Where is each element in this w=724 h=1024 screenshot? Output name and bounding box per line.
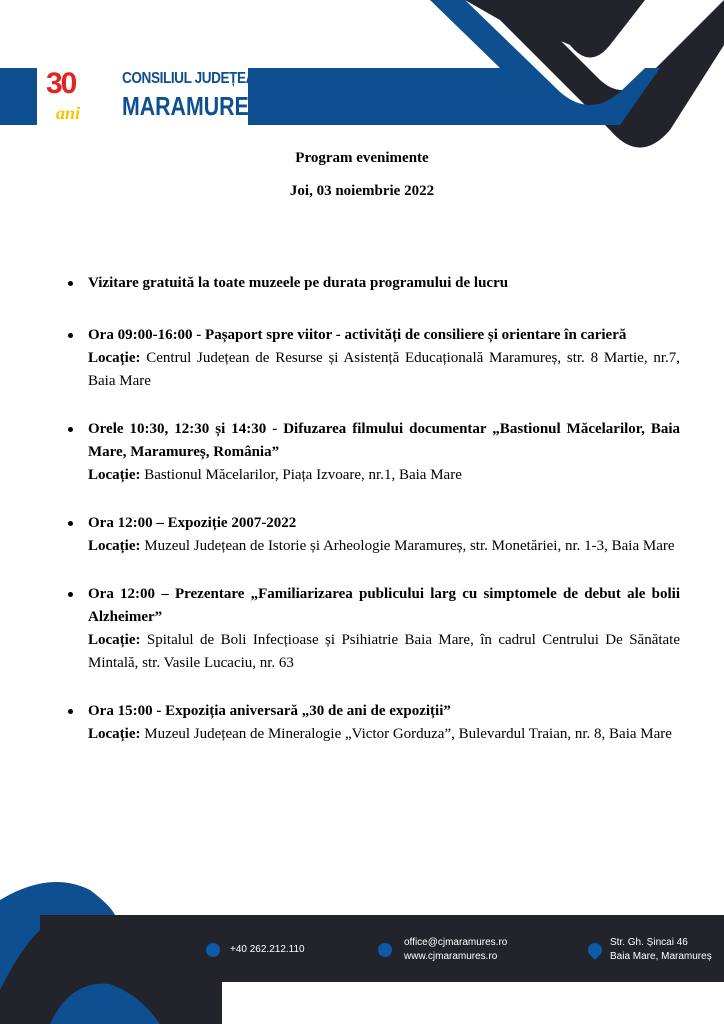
- location-text: Centrul Județean de Resurse și Asistență Educațională Maramureș, str. 8 Martie, nr.7, Baia Mare: [88, 350, 681, 389]
- event-heading: Ora 15:00 - Expoziția aniversară „30 de ani de expoziții”: [88, 703, 451, 719]
- logo-number: 30: [46, 67, 76, 100]
- logo-line-2: MARAMUREȘ: [122, 91, 263, 121]
- event-heading: Ora 12:00 – Expoziție 2007-2022: [88, 515, 297, 531]
- location-label: Locație:: [88, 538, 141, 554]
- event-location: [88, 723, 680, 746]
- location-label: Locație:: [88, 350, 141, 366]
- logo-word: ani: [56, 103, 81, 123]
- location-text: Muzeul Județean de Istorie și Arheologie Maramureș, str. Monetăriei, nr. 1-3, Baia Mare: [144, 538, 675, 554]
- location-label: Locație:: [88, 726, 141, 742]
- event-location: [88, 535, 680, 558]
- footer-bar: [40, 915, 724, 982]
- location-pin-icon: [585, 940, 605, 960]
- location-text: Muzeul Județean de Mineralogie „Victor Gorduza”, Bulevardul Traian, nr. 8, Baia Mare: [144, 726, 672, 742]
- event-item: [88, 324, 680, 393]
- event-item: [88, 583, 680, 675]
- event-list: [88, 272, 680, 771]
- page-date: Joi, 03 noiembrie 2022: [289, 183, 435, 199]
- event-heading: Vizitare gratuită la toate muzeele pe durata programului de lucru: [88, 275, 509, 291]
- event-location: [88, 629, 680, 675]
- phone-icon: [206, 943, 220, 957]
- event-item: [88, 512, 680, 558]
- event-location: [88, 464, 680, 487]
- event-heading: Ora 12:00 – Prezentare „Familiarizarea publicului larg cu simptomele de debut ale bolii Alzheimer”: [88, 586, 680, 625]
- footer-website[interactable]: www.cjmaramures.ro: [404, 951, 498, 962]
- event-item: [88, 700, 680, 746]
- footer-email[interactable]: office@cjmaramures.ro: [404, 937, 508, 948]
- logo: [42, 67, 265, 126]
- location-text: Spitalul de Boli Infecțioase și Psihiatrie Baia Mare, în cadrul Centrului De Sănătate Mintală, str. Vasile Lucaciu, nr. 63: [88, 632, 680, 671]
- footer-address-1: Str. Gh. Șincai 46: [610, 937, 688, 948]
- location-text: Bastionul Măcelarilor, Piața Izvoare, nr.1, Baia Mare: [144, 467, 462, 483]
- page-title: Program evenimente: [295, 150, 429, 166]
- email-icon: [378, 943, 392, 957]
- event-heading: Orele 10:30, 12:30 și 14:30 - Difuzarea filmului documentar „Bastionul Măcelarilor, Baia Mare, Maramureș, România”: [88, 421, 680, 460]
- location-label: Locație:: [88, 467, 141, 483]
- footer-phone: +40 262.212.110: [230, 944, 305, 955]
- logo-line-1: CONSILIUL JUDEȚEAN: [122, 70, 265, 87]
- event-item: [88, 418, 680, 487]
- location-label: Locație:: [88, 632, 141, 648]
- event-item: [88, 272, 680, 295]
- event-heading: Ora 09:00-16:00 - Pașaport spre viitor - activități de consiliere și orientare în carieră: [88, 327, 627, 343]
- footer-address-2: Baia Mare, Maramureș: [610, 951, 712, 962]
- event-location: [88, 347, 680, 393]
